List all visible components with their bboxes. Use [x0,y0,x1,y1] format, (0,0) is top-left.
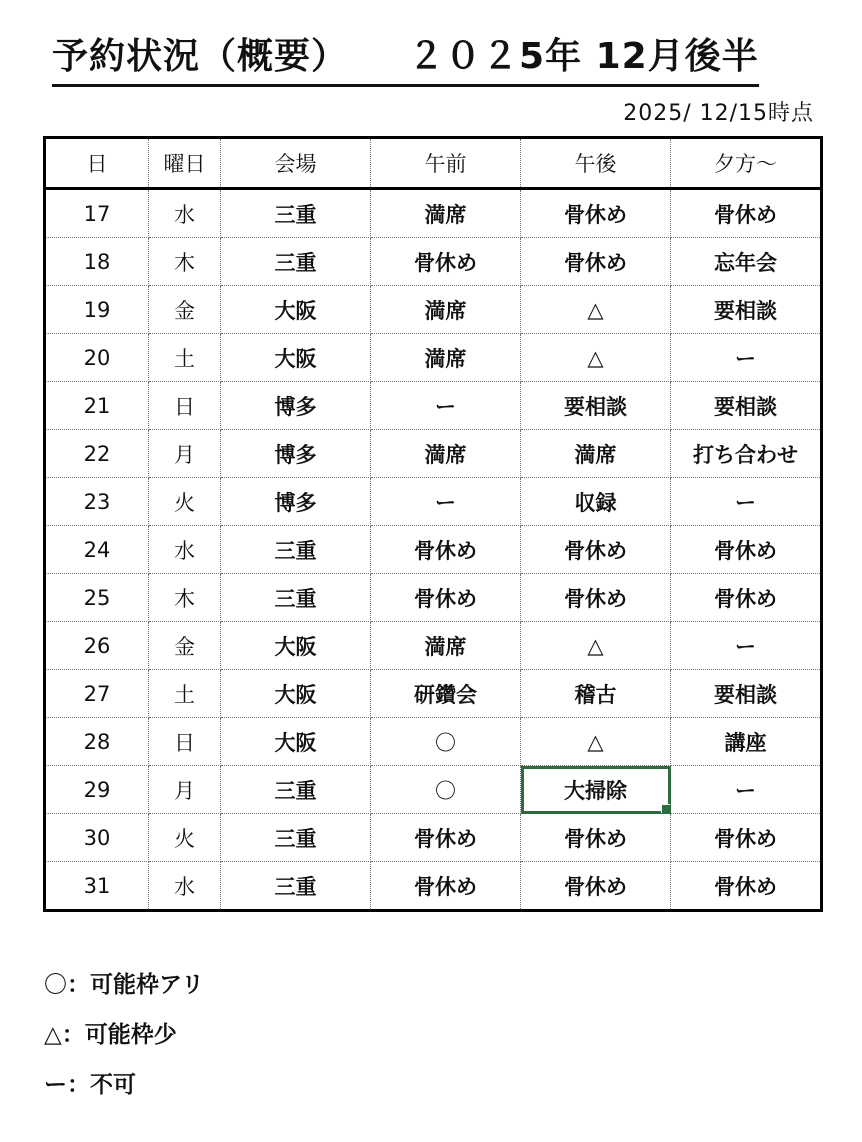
cell-venue[interactable]: 博多 [221,382,371,430]
cell-day[interactable]: 20 [45,334,149,382]
table-row [45,238,822,286]
cell-evening[interactable]: ー [671,622,822,670]
cell-day[interactable]: 31 [45,862,149,911]
table-row [45,862,822,911]
cell-afternoon[interactable]: 骨休め [521,574,671,622]
cell-venue[interactable]: 大阪 [221,622,371,670]
cell-venue[interactable]: 大阪 [221,718,371,766]
cell-weekday[interactable]: 日 [149,382,221,430]
cell-afternoon[interactable]: 骨休め [521,526,671,574]
cell-day[interactable]: 29 [45,766,149,814]
cell-evening[interactable]: ー [671,334,822,382]
cell-day[interactable]: 19 [45,286,149,334]
cell-weekday[interactable]: 水 [149,189,221,238]
legend-label: ：可能枠アリ [67,972,205,998]
cell-weekday[interactable]: 水 [149,862,221,911]
cell-day[interactable]: 30 [45,814,149,862]
cell-venue[interactable]: 博多 [221,430,371,478]
cell-afternoon[interactable]: 骨休め [521,862,671,911]
cell-venue[interactable]: 三重 [221,238,371,286]
cell-evening[interactable]: 骨休め [671,814,822,862]
cell-weekday[interactable]: 火 [149,814,221,862]
cell-evening[interactable]: 骨休め [671,189,822,238]
cell-morning[interactable]: 満席 [371,622,521,670]
legend-available [44,966,204,999]
cell-weekday[interactable]: 金 [149,286,221,334]
cell-morning[interactable]: 満席 [371,430,521,478]
cell-day[interactable]: 27 [45,670,149,718]
cell-morning[interactable]: 〇 [371,718,521,766]
table-row [45,430,822,478]
cell-afternoon[interactable]: 満席 [521,430,671,478]
cell-evening[interactable]: ー [671,766,822,814]
reservation-table [43,136,823,912]
cell-day[interactable]: 24 [45,526,149,574]
column-header[interactable]: 曜日 [149,138,221,189]
cell-weekday[interactable]: 木 [149,238,221,286]
cell-venue[interactable]: 大阪 [221,286,371,334]
cell-afternoon[interactable]: 収録 [521,478,671,526]
cell-day[interactable]: 21 [45,382,149,430]
cell-day[interactable]: 18 [45,238,149,286]
cell-morning[interactable]: 骨休め [371,574,521,622]
cell-morning[interactable]: 満席 [371,286,521,334]
cell-weekday[interactable]: 水 [149,526,221,574]
cell-afternoon[interactable]: 要相談 [521,382,671,430]
cell-day[interactable]: 28 [45,718,149,766]
dash-icon: ー [44,1072,67,1098]
table-row [45,766,822,814]
selected-cell[interactable]: 大掃除 [521,766,671,814]
cell-weekday[interactable]: 月 [149,430,221,478]
title-period: ２０２5年 12月後半 [408,36,759,77]
cell-weekday[interactable]: 金 [149,622,221,670]
legend-label: ：不可 [67,1072,136,1098]
cell-afternoon[interactable]: △ [521,718,671,766]
cell-day[interactable]: 26 [45,622,149,670]
cell-venue[interactable]: 三重 [221,189,371,238]
triangle-icon: △ [44,1022,62,1048]
cell-day[interactable]: 22 [45,430,149,478]
cell-evening[interactable]: 講座 [671,718,822,766]
cell-weekday[interactable]: 土 [149,334,221,382]
cell-evening[interactable]: 要相談 [671,286,822,334]
cell-morning[interactable]: ー [371,382,521,430]
cell-evening[interactable]: 要相談 [671,382,822,430]
table-row [45,189,822,238]
table-row [45,478,822,526]
title-main: 予約状況（概要） [52,36,349,77]
fill-handle[interactable] [661,804,671,814]
cell-morning[interactable]: 骨休め [371,526,521,574]
cell-weekday[interactable]: 土 [149,670,221,718]
cell-venue[interactable]: 三重 [221,766,371,814]
as-of-date: 2025/ 12/15時点 [623,101,814,126]
table-row [45,286,822,334]
column-header[interactable]: 夕方～ [671,138,822,189]
legend-unavailable [44,1066,136,1099]
cell-morning[interactable]: ー [371,478,521,526]
table-row [45,622,822,670]
cell-venue[interactable]: 三重 [221,574,371,622]
cell-evening[interactable]: 骨休め [671,862,822,911]
column-header[interactable]: 午前 [371,138,521,189]
cell-weekday[interactable]: 火 [149,478,221,526]
column-header[interactable]: 会場 [221,138,371,189]
cell-venue[interactable]: 三重 [221,814,371,862]
cell-venue[interactable]: 三重 [221,526,371,574]
cell-afternoon[interactable]: 骨休め [521,189,671,238]
column-header[interactable]: 日 [45,138,149,189]
cell-morning[interactable]: 研鑽会 [371,670,521,718]
cell-evening[interactable]: 骨休め [671,574,822,622]
page-title [52,32,759,87]
cell-day[interactable]: 17 [45,189,149,238]
table-row [45,334,822,382]
cell-morning[interactable]: 満席 [371,189,521,238]
cell-afternoon[interactable]: △ [521,334,671,382]
cell-afternoon[interactable]: △ [521,622,671,670]
cell-morning[interactable]: 骨休め [371,814,521,862]
cell-evening[interactable]: 骨休め [671,526,822,574]
legend-label: ：可能枠少 [61,1022,177,1048]
table-row [45,382,822,430]
table-row [45,718,822,766]
table-row [45,574,822,622]
table-row [45,526,822,574]
cell-venue[interactable]: 博多 [221,478,371,526]
table-body [45,189,822,911]
cell-weekday[interactable]: 日 [149,718,221,766]
cell-morning[interactable]: 満席 [371,334,521,382]
column-header[interactable]: 午後 [521,138,671,189]
cell-weekday[interactable]: 月 [149,766,221,814]
cell-venue[interactable]: 大阪 [221,670,371,718]
cell-day[interactable]: 25 [45,574,149,622]
cell-afternoon[interactable]: △ [521,286,671,334]
legend-few [44,1016,177,1049]
cell-afternoon[interactable]: 稽古 [521,670,671,718]
cell-venue[interactable]: 三重 [221,862,371,911]
cell-morning[interactable]: 骨休め [371,238,521,286]
cell-day[interactable]: 23 [45,478,149,526]
cell-weekday[interactable]: 木 [149,574,221,622]
cell-afternoon[interactable]: 骨休め [521,814,671,862]
cell-venue[interactable]: 大阪 [221,334,371,382]
cell-evening[interactable]: 忘年会 [671,238,822,286]
table-row [45,814,822,862]
cell-evening[interactable]: 打ち合わせ [671,430,822,478]
table-row [45,670,822,718]
cell-morning[interactable]: 〇 [371,766,521,814]
cell-evening[interactable]: ー [671,478,822,526]
cell-afternoon[interactable]: 骨休め [521,238,671,286]
cell-evening[interactable]: 要相談 [671,670,822,718]
header-row [45,138,822,189]
circle-icon: 〇 [44,972,67,998]
cell-morning[interactable]: 骨休め [371,862,521,911]
